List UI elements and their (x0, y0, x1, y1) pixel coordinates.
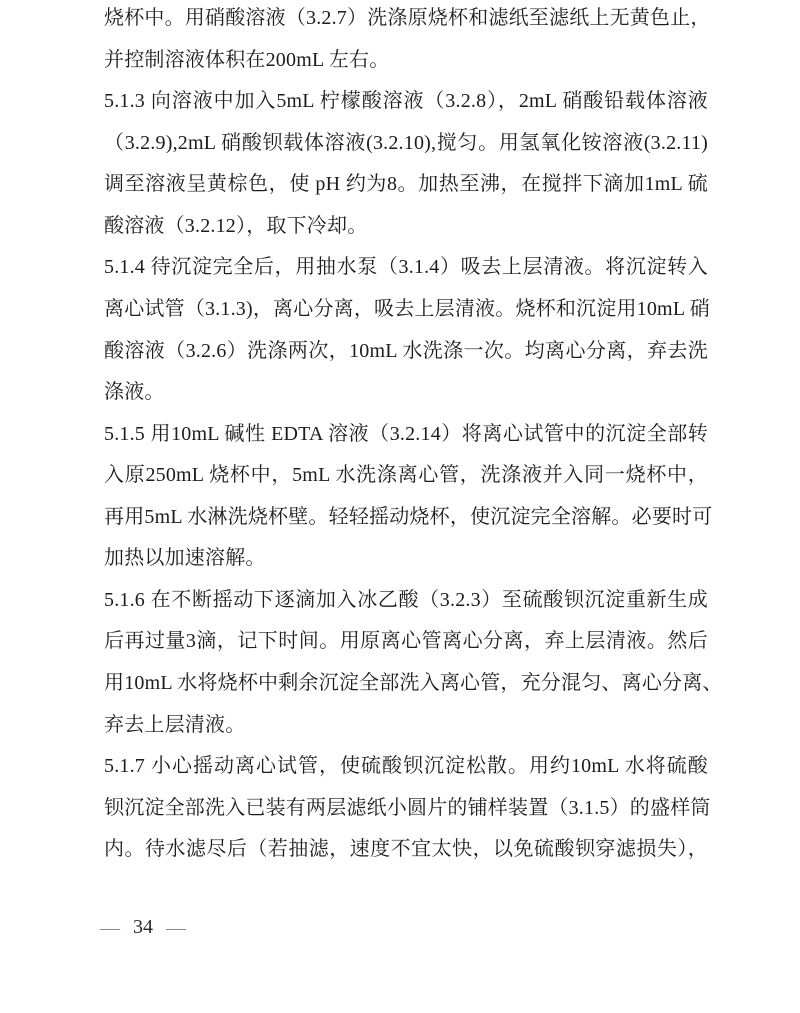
text-line: 并控制溶液体积在200mL 左右。 (104, 48, 390, 71)
text-line: 内。待水滤尽后（若抽滤，速度不宜太快，以免硫酸钡穿滤损失）， (104, 838, 708, 861)
footer-dash-right: — (166, 916, 186, 939)
text-line-section-5-1-3: 5.1.3 向溶液中加入5mL 柠檬酸溶液（3.2.8），2mL 硝酸铅载体溶液 (104, 90, 708, 113)
text-line: 再用5mL 水淋洗烧杯壁。轻轻摇动烧杯，使沉淀完全溶解。必要时可 (104, 505, 713, 528)
text-line-section-5-1-4: 5.1.4 待沉淀完全后，用抽水泵（3.1.4）吸去上层清液。将沉淀转入 (104, 256, 708, 279)
text-line-section-5-1-6: 5.1.6 在不断摇动下逐滴加入冰乙酸（3.2.3）至硫酸钡沉淀重新生成 (104, 588, 708, 611)
text-line: 弃去上层清液。 (104, 713, 246, 736)
text-line: 加热以加速溶解。 (104, 547, 266, 570)
text-line: 离心试管（3.1.3)，离心分离，吸去上层清液。烧杯和沉淀用10mL 硝 (104, 297, 710, 320)
footer-dash-left: — (100, 916, 120, 939)
text-line: 酸溶液（3.2.12），取下冷却。 (104, 214, 368, 237)
text-line-section-5-1-7: 5.1.7 小心摇动离心试管，使硫酸钡沉淀松散。用约10mL 水将硫酸 (104, 755, 708, 778)
page-number: 34 (133, 916, 153, 938)
page-footer (100, 916, 186, 939)
text-line: 钡沉淀全部洗入已装有两层滤纸小圆片的铺样装置（3.1.5）的盛样筒 (104, 796, 711, 819)
text-line: 涤液。 (104, 381, 165, 404)
body-text (104, 0, 723, 871)
text-line: 烧杯中。用硝酸溶液（3.2.7）洗涤原烧杯和滤纸至滤纸上无黄色止， (104, 7, 711, 29)
text-line: （3.2.9),2mL 硝酸钡载体溶液(3.2.10),搅匀。用氢氧化铵溶液(3.2.11) (104, 131, 708, 154)
text-line: 后再过量3滴，记下时间。用原离心管离心分离，弃上层清液。然后 (104, 630, 708, 653)
text-line: 入原250mL 烧杯中，5mL 水洗涤离心管，洗涤液并入同一烧杯中， (104, 464, 708, 487)
text-line: 调至溶液呈黄棕色，使 pH 约为8。加热至沸，在搅拌下滴加1mL 硫 (104, 173, 708, 196)
text-line: 用10mL 水将烧杯中剩余沉淀全部洗入离心管，充分混匀、离心分离、 (104, 672, 723, 694)
text-line: 酸溶液（3.2.6）洗涤两次，10mL 水洗涤一次。均离心分离，弃去洗 (104, 339, 708, 362)
text-line-section-5-1-5: 5.1.5 用10mL 碱性 EDTA 溶液（3.2.14）将离心试管中的沉淀全部转 (104, 422, 708, 445)
